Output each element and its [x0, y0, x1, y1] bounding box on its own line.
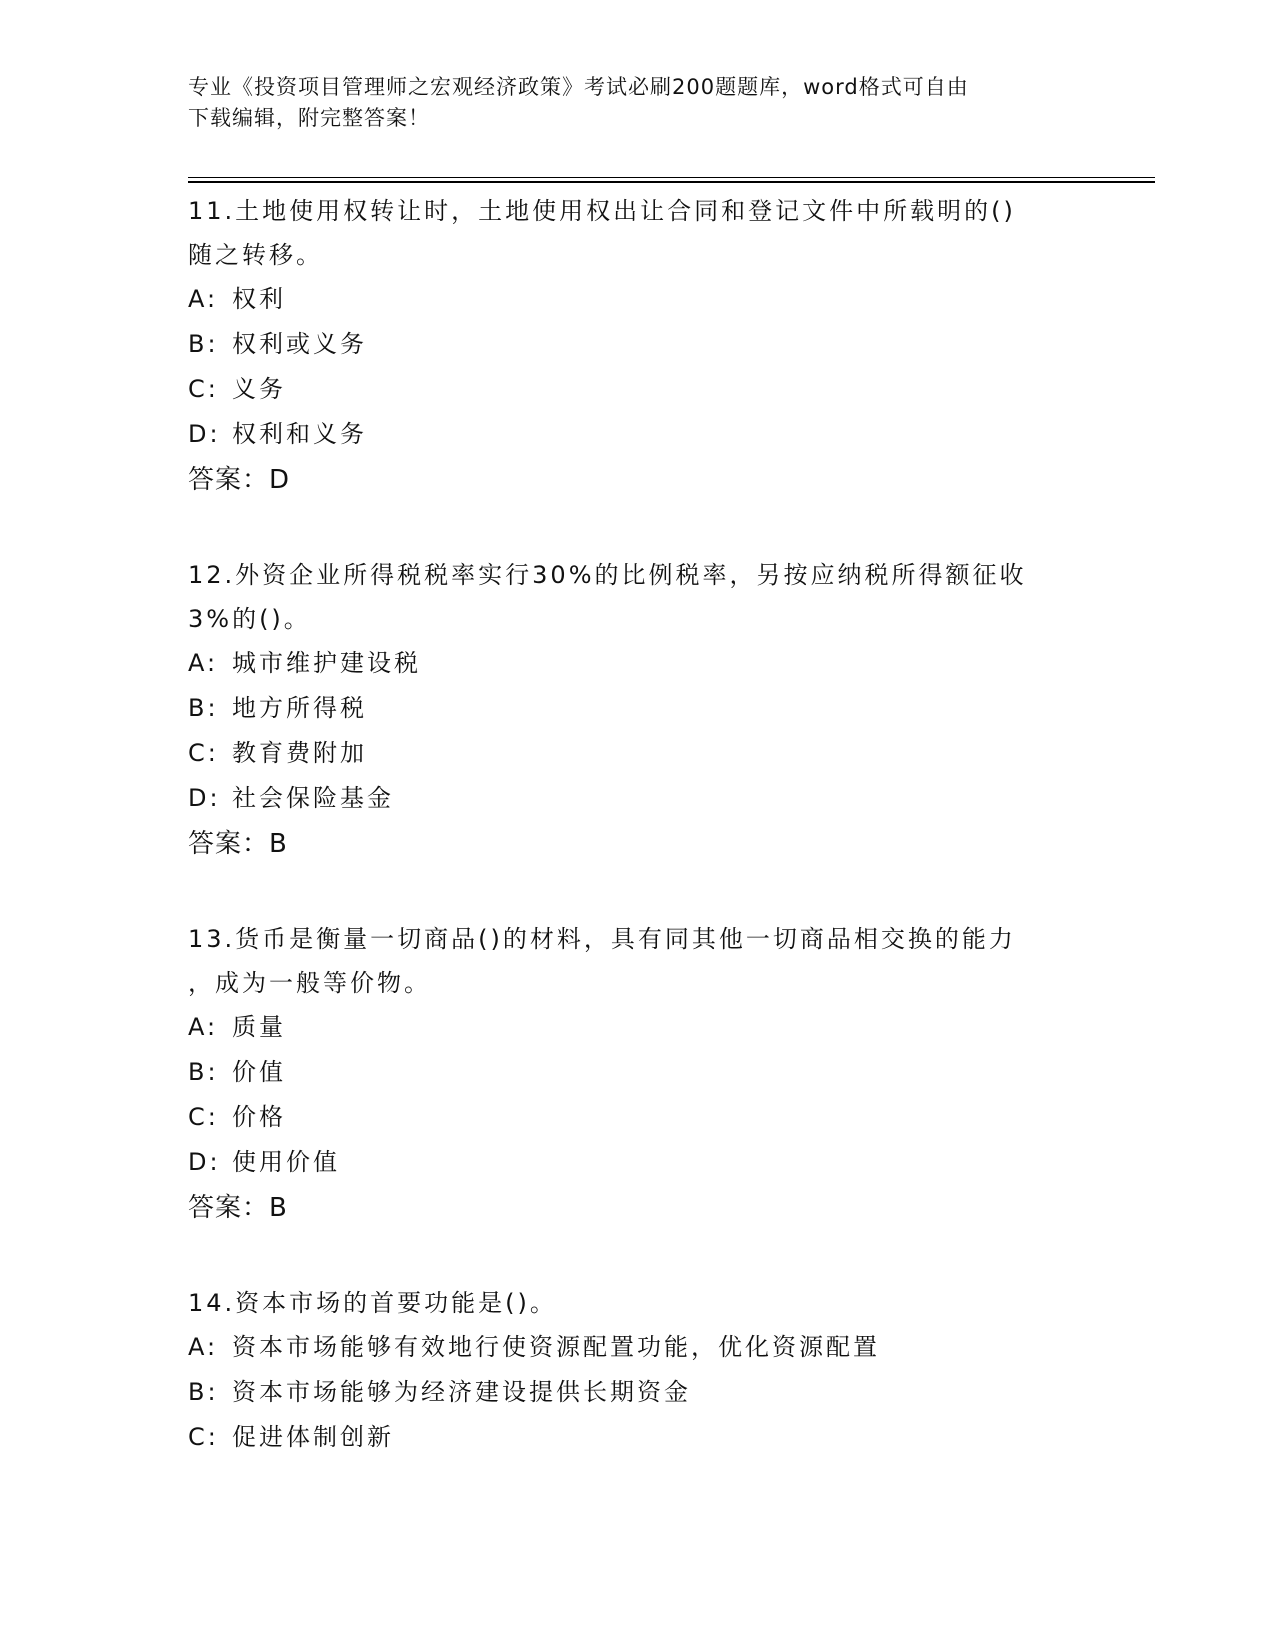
option-key: A:: [188, 1333, 219, 1361]
option-text: 义务: [232, 375, 286, 403]
option-text: 价格: [232, 1103, 286, 1131]
option-a: [188, 277, 1088, 322]
option-text: 地方所得税: [232, 694, 367, 722]
answer-line: 答案：B: [188, 829, 288, 859]
question-stem-line: 14.资本市场的首要功能是()。: [188, 1289, 557, 1317]
option-text: 促进体制创新: [232, 1423, 394, 1451]
option-text: 社会保险基金: [232, 784, 394, 812]
question-stem-line: 12.外资企业所得税税率实行30%的比例税率，另按应纳税所得额征收: [188, 561, 1027, 589]
option-key: A:: [188, 1013, 219, 1041]
option-text: 质量: [232, 1013, 286, 1041]
question-stem-line: 13.货币是衡量一切商品()的材料，具有同其他一切商品相交换的能力: [188, 925, 1016, 953]
option-b: [188, 686, 1088, 731]
option-d: [188, 776, 1088, 821]
option-key: A:: [188, 649, 219, 677]
question-stem-line: ，成为一般等价物。: [188, 969, 431, 997]
option-b: [188, 1050, 1088, 1095]
option-c: [188, 367, 1088, 412]
option-c: [188, 731, 1088, 776]
option-text: 城市维护建设税: [232, 649, 421, 677]
option-key: D:: [188, 1148, 221, 1176]
option-key: D:: [188, 784, 221, 812]
question-stem-line: 随之转移。: [188, 241, 323, 269]
option-key: C:: [188, 739, 219, 767]
option-text: 价值: [232, 1058, 286, 1086]
option-a: [188, 1325, 1088, 1370]
option-text: 权利和义务: [232, 420, 367, 448]
option-text: 资本市场能够有效地行使资源配置功能，优化资源配置: [232, 1333, 880, 1361]
answer-line: 答案：D: [188, 465, 291, 495]
question-stem-line: 11.土地使用权转让时，土地使用权出让合同和登记文件中所载明的(): [188, 197, 1016, 225]
option-key: D:: [188, 420, 221, 448]
option-key: C:: [188, 375, 219, 403]
option-key: C:: [188, 1423, 219, 1451]
option-d: [188, 1140, 1088, 1185]
header-divider-thin: [188, 177, 1155, 178]
option-key: B:: [188, 330, 219, 358]
question-14: [188, 1281, 1088, 1460]
option-text: 使用价值: [232, 1148, 340, 1176]
question-11: [188, 189, 1088, 503]
option-c: [188, 1415, 1088, 1460]
option-d: [188, 412, 1088, 457]
option-c: [188, 1095, 1088, 1140]
option-key: B:: [188, 1378, 219, 1406]
question-13: [188, 917, 1088, 1231]
header-line-1: 专业《投资项目管理师之宏观经济政策》考试必刷200题题库，word格式可自由: [188, 75, 969, 99]
option-text: 教育费附加: [232, 739, 367, 767]
option-key: C:: [188, 1103, 219, 1131]
option-b: [188, 322, 1088, 367]
option-text: 资本市场能够为经济建设提供长期资金: [232, 1378, 691, 1406]
option-a: [188, 641, 1088, 686]
option-key: B:: [188, 694, 219, 722]
header-line-2: 下载编辑，附完整答案！: [188, 106, 430, 130]
option-a: [188, 1005, 1088, 1050]
option-key: A:: [188, 285, 219, 313]
answer-line: 答案：B: [188, 1193, 288, 1223]
header-divider-thick: [188, 181, 1155, 183]
option-b: [188, 1370, 1088, 1415]
option-key: B:: [188, 1058, 219, 1086]
question-12: [188, 553, 1088, 867]
question-stem-line: 3%的()。: [188, 605, 311, 633]
option-text: 权利: [232, 285, 286, 313]
option-text: 权利或义务: [232, 330, 367, 358]
document-header: [188, 72, 1088, 134]
